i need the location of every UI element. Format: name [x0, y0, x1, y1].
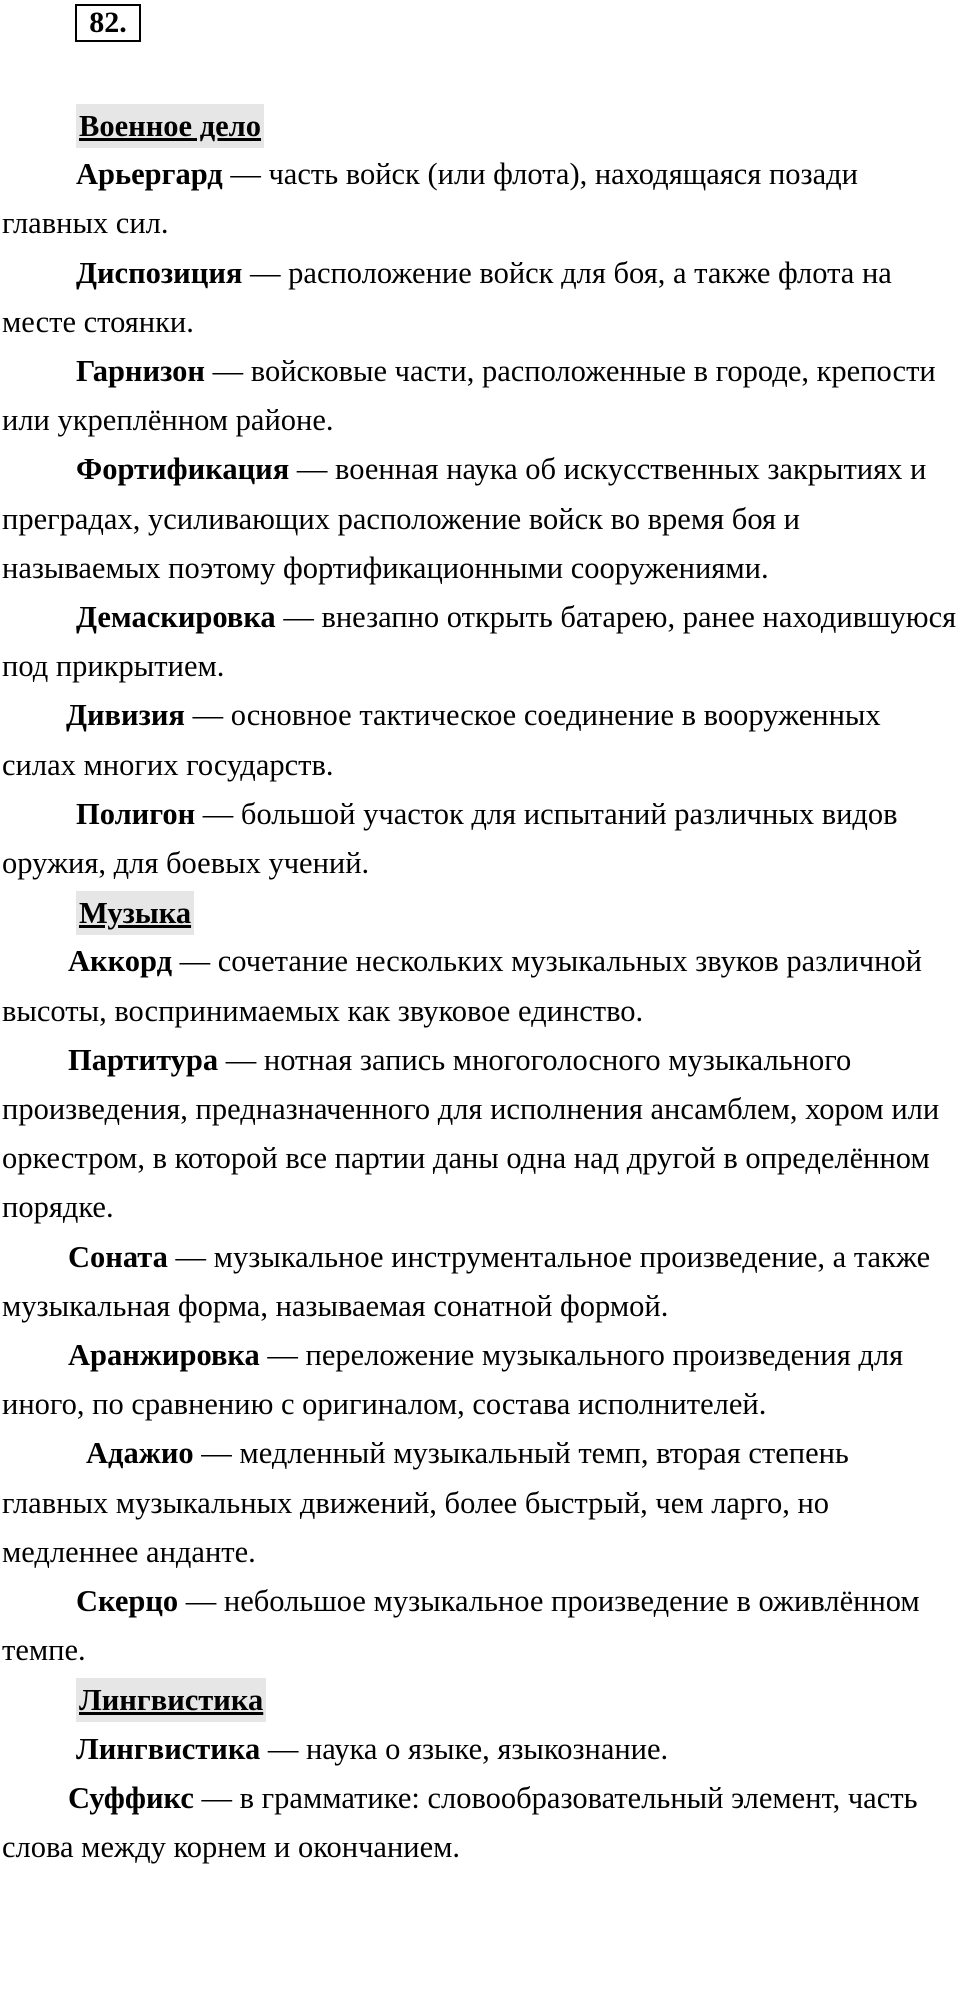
- glossary-entry: [2, 937, 960, 1035]
- section-heading-music: Музыка: [76, 891, 194, 935]
- definition: — медленный музыкальный темп, вторая степень главных музыкальных движений, более быстрый, чем ларго, но медленнее анданте.: [2, 1436, 849, 1569]
- definition: — основное тактическое соединение в вооруженных силах многих государств.: [2, 698, 881, 782]
- term: Лингвистика: [76, 1731, 261, 1766]
- glossary-entry: [2, 593, 960, 691]
- glossary-entry: [2, 347, 960, 445]
- term: Фортификация: [76, 452, 290, 487]
- definition: — в грамматике: словообразовательный элемент, часть слова между корнем и окончанием.: [2, 1780, 918, 1865]
- term: Демаскировка: [76, 600, 276, 635]
- glossary-entry: [2, 691, 960, 789]
- definition: — часть войск (или флота), находящаяся позади главных сил.: [2, 157, 858, 241]
- definition: — сочетание нескольких музыкальных звуков различной высоты, воспринимаемых как звуковое единство.: [2, 944, 922, 1028]
- definition: — нотная запись многоголосного музыкального произведения, предназначенного для исполнения ансамблем, хором или оркестром, в которой все партии даны одна над другой в определённом порядке.: [2, 1042, 940, 1225]
- term: Диспозиция: [76, 255, 243, 290]
- glossary-entry: [2, 1429, 960, 1577]
- glossary-entry: [2, 1036, 960, 1233]
- glossary-entry: [2, 1725, 960, 1774]
- definition: — расположение войск для боя, а также флота на месте стоянки.: [2, 255, 892, 339]
- glossary-entry: [2, 1774, 960, 1872]
- glossary-entry: [2, 790, 960, 888]
- section-heading-military: Военное дело: [76, 104, 264, 148]
- definition: — наука о языке, языкознание.: [260, 1731, 669, 1766]
- term: Адажио: [86, 1436, 194, 1471]
- term: Суффикс: [68, 1780, 194, 1815]
- definition: — войсковые части, расположенные в городе, крепости или укреплённом районе.: [2, 354, 936, 438]
- term: Полигон: [76, 796, 196, 831]
- term: Гарнизон: [76, 354, 205, 388]
- term: Арьергард: [76, 157, 223, 192]
- term: Соната: [68, 1239, 168, 1274]
- glossary: [2, 101, 960, 1872]
- exercise-number: 82.: [75, 4, 141, 42]
- glossary-entry: [2, 249, 960, 347]
- glossary-entry: [2, 1233, 960, 1331]
- glossary-entry: [2, 150, 960, 248]
- definition: — небольшое музыкальное произведение в оживлённом темпе.: [2, 1584, 920, 1668]
- definition: — внезапно открыть батарею, ранее находившуюся под прикрытием.: [2, 600, 957, 684]
- glossary-entry: [2, 1331, 960, 1429]
- definition: — переложение музыкального произведения для иного, по сравнению с оригиналом, состава исполнителей.: [2, 1338, 904, 1422]
- definition: — большой участок для испытаний различных видов оружия, для боевых учений.: [2, 796, 898, 881]
- term: Аранжировка: [68, 1338, 260, 1373]
- definition: — военная наука об искусственных закрытиях и преградах, усиливающих расположение войск во время боя и называемых поэтому фортификационными сооружениями.: [2, 452, 927, 585]
- term: Скерцо: [76, 1584, 179, 1619]
- term: Дивизия: [66, 698, 185, 733]
- glossary-entry: [2, 1577, 960, 1675]
- section-heading-linguistics: Лингвистика: [76, 1678, 266, 1722]
- term: Аккорд: [68, 944, 173, 979]
- glossary-entry: [2, 445, 960, 593]
- term: Партитура: [68, 1042, 219, 1077]
- definition: — музыкальное инструментальное произведение, а также музыкальная форма, называемая сонатной формой.: [2, 1239, 931, 1323]
